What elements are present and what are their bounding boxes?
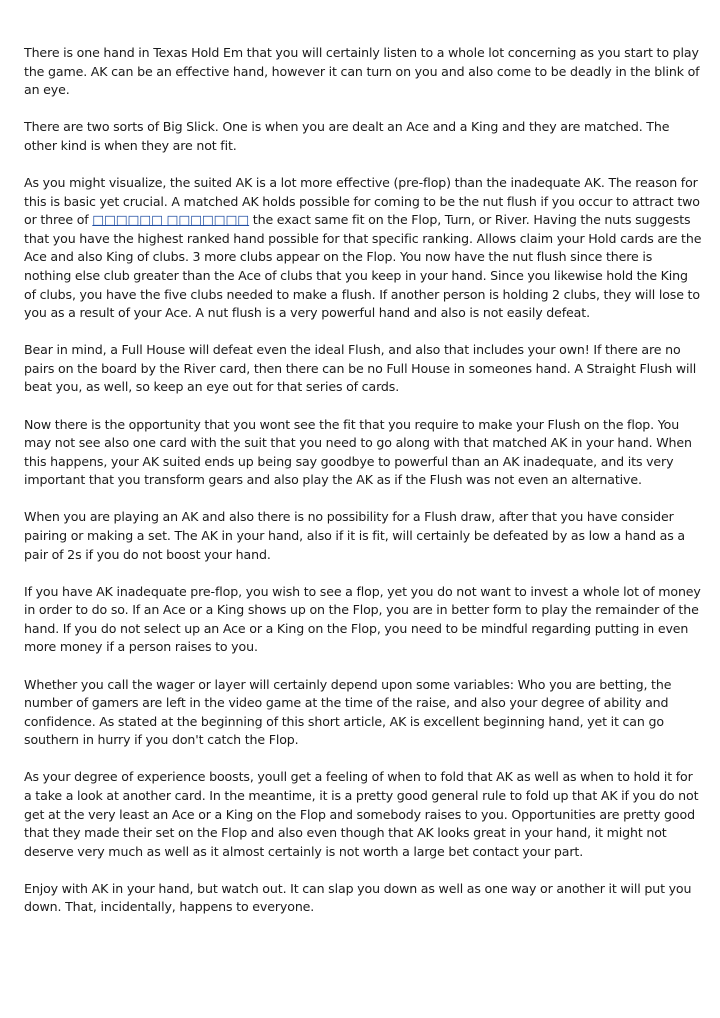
paragraph-2: There are two sorts of Big Slick. One is when you are dealt an Ace and a King and they are matched. The other kind is when they are not fit. (24, 119, 670, 153)
inline-link[interactable]: □□□□□□ □□□□□□□ (92, 212, 250, 228)
paragraph-3-text-after: the exact same fit on the Flop, Turn, or River. Having the nuts suggests that you have the highest ranked hand possible for that specific ranking. Allows claim your Hold cards are the Ace and also King of clubs. 3 more clubs appear on the Flop. You now have the nut flush since there is nothing else club greater than the Ace of clubs that you keep in your hand. Since you likewise hold the King of clubs, you have the five clubs needed to make a flush. If another person is holding 2 clubs, they will lose to you as a result of your Ace. A nut flush is a very powerful hand and also is not easily defeat. (24, 212, 702, 321)
paragraph-3 (24, 174, 702, 323)
paragraph-6: When you are playing an AK and also there is no possibility for a Flush draw, after that you have consider pairing or making a set. The AK in your hand, also if it is fit, will certainly be defeated by as low a hand as a pair of 2s if you do not boost your hand. (24, 509, 685, 562)
paragraph-4: Bear in mind, a Full House will defeat even the ideal Flush, and also that includes your own! If there are no pairs on the board by the River card, then there can be no Full House in someones hand. A Straight Flush will beat you, as well, so keep an eye out for that series of cards. (24, 342, 697, 395)
paragraph-3-text-before: As you might visualize, the suited AK is a lot more effective (pre-flop) than the inadequate AK. The reason for this is basic yet crucial. A matched AK holds possible for coming to be the nut flush if you occur to attract two or three of (24, 174, 700, 228)
paragraph-9: As your degree of experience boosts, youll get a feeling of when to fold that AK as well as when to hold it for a take a look at another card. In the meantime, it is a pretty good general rule to fold up that AK if you do not get at the very least an Ace or a King on the Flop and somebody raises to you. Opportunities are pretty good that they made their set on the Flop and also even though that AK looks great in your hand, it might not deserve very much as well as it almost certainly is not worth a large bet contact your part. (24, 769, 699, 859)
paragraph-10: Enjoy with AK in your hand, but watch out. It can slap you down as well as one way or another it will put you down. That, incidentally, happens to everyone. (24, 880, 692, 915)
paragraph-7: If you have AK inadequate pre-flop, you wish to see a flop, yet you do not want to invest a whole lot of money in order to do so. If an Ace or a King shows up on the Flop, you are in better form to play the remainder of the hand. If you do not select up an Ace or a King on the Flop, you need to be mindful regarding putting in even more money if a person raises to you. (24, 583, 701, 655)
paragraph-8: Whether you call the wager or layer will certainly depend upon some variables: Who you are betting, the number of gamers are left in the video game at the time of the raise, and also your degree of ability and confidence. As stated at the beginning of this short article, AK is excellent beginning hand, yet it can go southern in hurry if you don't catch the Flop. (24, 676, 672, 748)
paragraph-5: Now there is the opportunity that you wont see the fit that you require to make your Flush on the flop. You may not see also one card with the suit that you need to go along with that matched AK in your hand. When this happens, your AK suited ends up being say goodbye to powerful than an AK inadequate, and its very important that you transform gears and also play the AK as if the Flush was not even an alternative. (24, 416, 692, 488)
paragraph-1: There is one hand in Texas Hold Em that you will certainly listen to a whole lot concerning as you start to play the game. AK can be an effective hand, however it can turn on you and also come to be deadly in the blink of an eye. (24, 45, 700, 98)
